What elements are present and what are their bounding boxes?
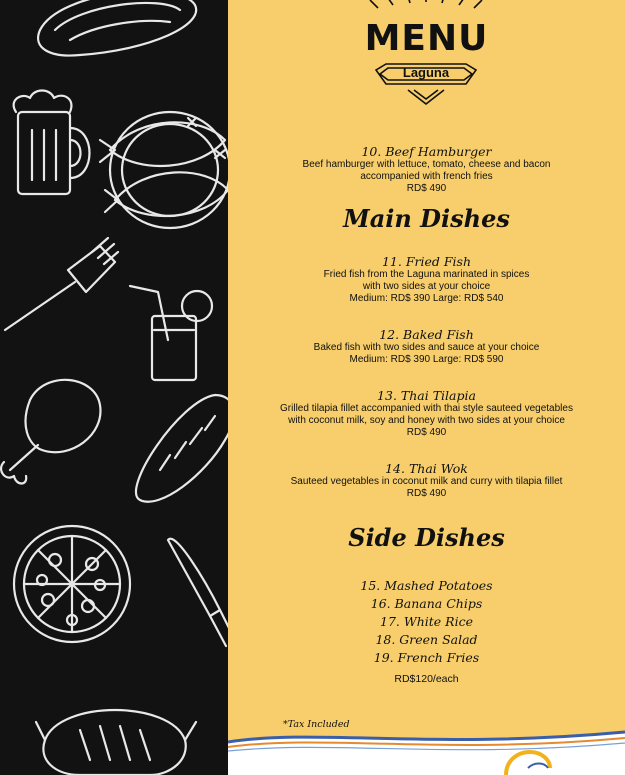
drink-glass-icon xyxy=(130,286,212,380)
menu-content xyxy=(228,0,625,775)
menu-item-name: 10. Beef Hamburger xyxy=(361,144,492,159)
list-item: 19. French Fries xyxy=(373,650,480,665)
footer-wave xyxy=(228,728,625,775)
menu-item xyxy=(228,327,625,366)
pizza-icon xyxy=(14,526,130,642)
decorative-food-panel xyxy=(0,0,228,775)
menu-item-description: with two sides at your choice xyxy=(362,281,491,292)
fish-plate-icon xyxy=(100,112,228,228)
menu-item-name: 13. Thai Tilapia xyxy=(377,388,476,403)
list-item: 16. Banana Chips xyxy=(370,596,483,611)
menu-item-description: Sauteed vegetables in coconut milk and curry with tilapia fillet xyxy=(290,476,563,487)
menu-item-description: accompanied with french fries xyxy=(360,171,493,182)
menu-item-name: 11. Fried Fish xyxy=(381,254,471,269)
menu-item-name: 12. Baked Fish xyxy=(379,327,474,342)
menu-item xyxy=(228,254,625,305)
knife-icon xyxy=(168,539,228,646)
page-title: MENU xyxy=(364,18,489,59)
chicken-leg-icon xyxy=(1,380,100,484)
list-item: 17. White Rice xyxy=(380,614,473,629)
menu-item-description: with coconut milk, soy and honey with two sides at your choice xyxy=(288,415,565,426)
menu-item-price: RD$ 490 xyxy=(406,183,447,194)
sausage-icon xyxy=(36,710,196,775)
menu-item-price: Medium: RD$ 390 Large: RD$ 590 xyxy=(349,354,504,365)
beer-mug-icon xyxy=(14,91,90,195)
section-title-main-dishes: Main Dishes xyxy=(343,204,510,233)
menu-header xyxy=(228,0,625,110)
menu-item xyxy=(228,144,625,195)
restaurant-name: Laguna xyxy=(402,65,450,80)
list-item: 18. Green Salad xyxy=(375,632,478,647)
menu-item-description: Baked fish with two sides and sauce at your choice xyxy=(313,342,540,353)
menu-item xyxy=(228,388,625,439)
section-title-side-dishes: Side Dishes xyxy=(348,523,505,552)
menu-item-price: RD$ 490 xyxy=(406,488,447,499)
baguette-icon xyxy=(136,395,228,502)
menu-item-price: RD$ 490 xyxy=(406,427,447,438)
menu-item xyxy=(228,461,625,500)
tax-note: *Tax Included xyxy=(283,719,350,730)
menu-item-description: Fried fish from the Laguna marinated in spices xyxy=(323,269,530,280)
side-dishes-price: RD$120/each xyxy=(394,673,459,685)
side-dishes-list xyxy=(228,577,625,688)
fork-icon xyxy=(5,238,118,330)
menu-item-description: Grilled tilapia fillet accompanied with thai style sauteed vegetables xyxy=(280,403,573,414)
list-item: 15. Mashed Potatoes xyxy=(360,578,493,593)
menu-item-description: Beef hamburger with lettuce, tomato, cheese and bacon xyxy=(302,159,551,170)
hotdog-icon xyxy=(38,0,196,56)
menu-item-price: Medium: RD$ 390 Large: RD$ 540 xyxy=(349,293,504,304)
menu-item-name: 14. Thai Wok xyxy=(385,461,468,476)
